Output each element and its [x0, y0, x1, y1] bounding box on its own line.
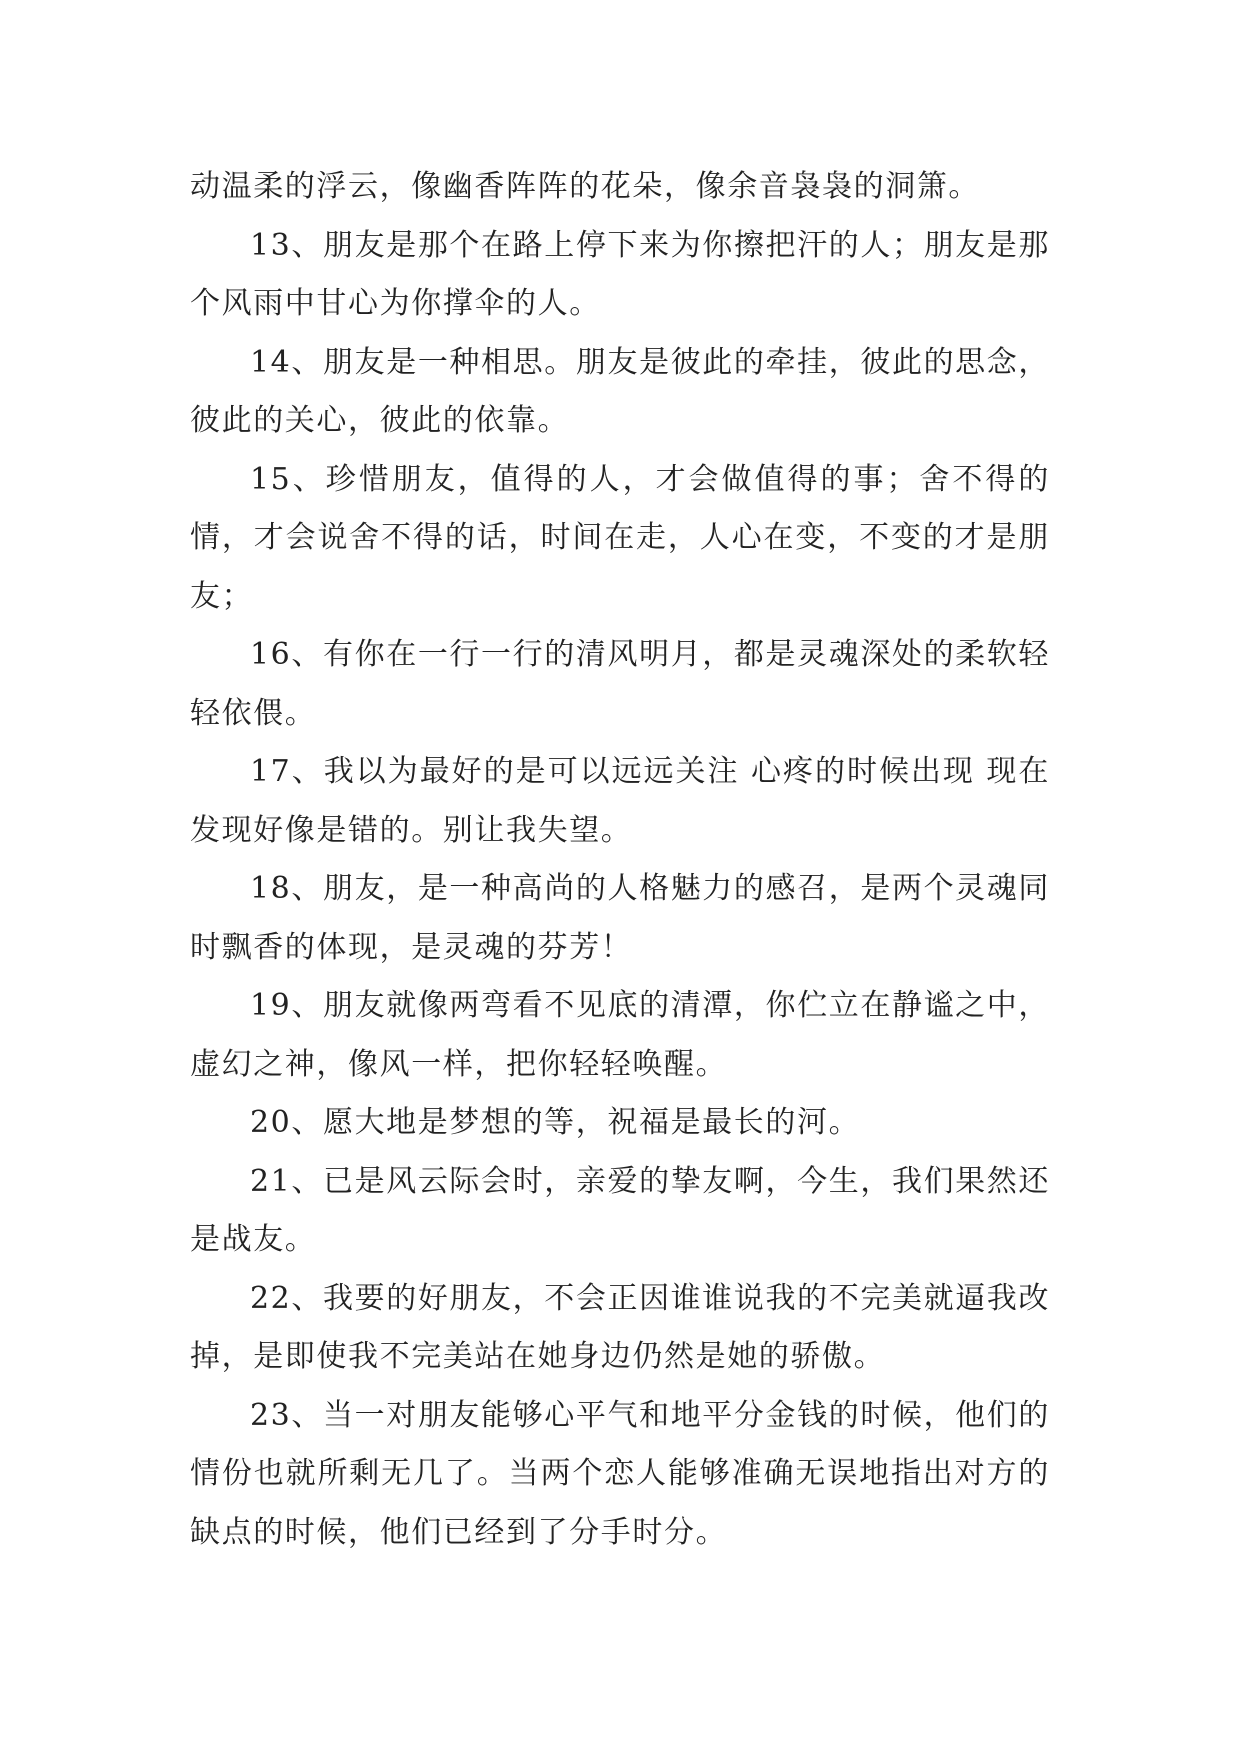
document-body: [190, 158, 1050, 1562]
paragraph-20: 20、愿大地是梦想的等，祝福是最长的河。: [250, 1105, 861, 1140]
paragraph-19: 19、朋友就像两弯看不见底的清潭，你伫立在静谧之中，虚幻之神，像风一样，把你轻轻唤醒。: [190, 988, 1050, 1082]
paragraph-15: 15、珍惜朋友，值得的人，才会做值得的事；舍不得的情，才会说舍不得的话，时间在走，人心在变，不变的才是朋友；: [190, 461, 1050, 614]
paragraph-16: 16、有你在一行一行的清风明月，都是灵魂深处的柔软轻轻依偎。: [190, 637, 1050, 731]
paragraph-18: 18、朋友，是一种高尚的人格魅力的感召，是两个灵魂同时飘香的体现，是灵魂的芬芳！: [190, 871, 1050, 965]
paragraph-14: 14、朋友是一种相思。朋友是彼此的牵挂，彼此的思念，彼此的关心，彼此的依靠。: [190, 344, 1050, 438]
paragraph-17: 17、我以为最好的是可以远远关注 心疼的时候出现 现在发现好像是错的。别让我失望。: [190, 754, 1050, 848]
paragraph-23: 23、当一对朋友能够心平气和地平分金钱的时候，他们的情份也就所剩无几了。当两个恋人能够准确无误地指出对方的缺点的时候，他们已经到了分手时分。: [190, 1397, 1050, 1550]
paragraph-continuation: 动温柔的浮云，像幽香阵阵的花朵，像余音袅袅的洞箫。: [190, 169, 980, 204]
paragraph-22: 22、我要的好朋友，不会正因谁谁说我的不完美就逼我改掉，是即使我不完美站在她身边仍然是她的骄傲。: [190, 1280, 1050, 1374]
paragraph-13: 13、朋友是那个在路上停下来为你擦把汗的人；朋友是那个风雨中甘心为你撑伞的人。: [190, 227, 1050, 321]
paragraph-21: 21、已是风云际会时，亲爱的挚友啊，今生，我们果然还是战友。: [190, 1163, 1050, 1257]
